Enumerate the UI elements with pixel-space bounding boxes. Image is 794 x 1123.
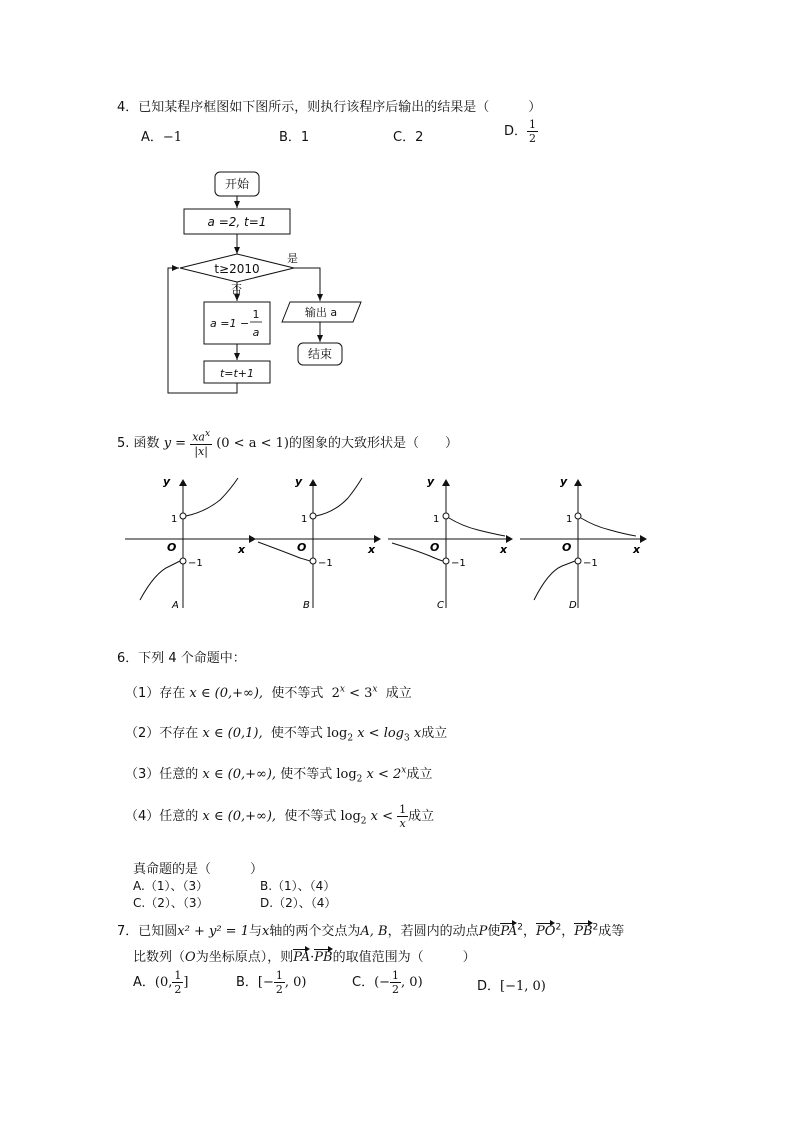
- svg-text:O: O: [562, 541, 572, 554]
- q7-stem-line1: 7．已知圆x² + y² = 1与x轴的两个交点为A, B，若圆内的动点P使$PA^2$，$PO^2$，$PB^2$成等: [117, 922, 625, 939]
- q6-option-a[interactable]: A.（1）、（3）: [133, 879, 209, 893]
- flow-condition-text: t≥2010: [214, 262, 260, 276]
- q4-option-a[interactable]: A．−1: [141, 130, 183, 145]
- q7-option-d[interactable]: D．[−1, 0): [477, 979, 546, 994]
- q6-proposition-2: （2）不存在 x ∈ (0,1), 使不等式 $\log_2 x < \log_3 x$成立: [125, 726, 448, 744]
- svg-text:−1: −1: [188, 558, 203, 569]
- q7-option-b[interactable]: B．[− $\frac{1}{2}$ , 0): [236, 969, 307, 996]
- flow-init-text: a =2, t=1: [207, 215, 267, 229]
- q5-stem: 5. 函数 y = $\frac{xa^x}{|x|}$ (0 < a < 1)的图象的大致形状是（ ）: [117, 429, 458, 458]
- svg-text:y: y: [560, 475, 568, 488]
- q4-flowchart: [0, 0, 794, 420]
- flow-assign-text: a =1 −: [210, 317, 250, 330]
- q4-option-c[interactable]: C．2: [393, 130, 424, 145]
- q6-proposition-1: （1）存在 x ∈ (0,+∞), 使不等式 2$^x$ < 3$^x$ 成立: [125, 684, 412, 701]
- svg-text:x: x: [238, 543, 246, 556]
- svg-text:O: O: [297, 541, 307, 554]
- svg-text:y: y: [295, 475, 303, 488]
- q5-graphs: [0, 460, 794, 620]
- svg-text:1: 1: [566, 514, 573, 525]
- svg-text:−1: −1: [318, 558, 333, 569]
- svg-text:−1: −1: [451, 558, 466, 569]
- flow-assign-den: a: [252, 326, 260, 339]
- svg-text:O: O: [430, 541, 440, 554]
- flow-no-label: 否: [231, 283, 242, 296]
- graph-a: [125, 475, 255, 611]
- q4-stem: 4．已知某程序框图如下图所示，则执行该程序后输出的结果是（ ）: [117, 100, 542, 115]
- svg-text:1: 1: [171, 514, 178, 525]
- q6-option-c[interactable]: C.（2）、（3）: [133, 896, 209, 910]
- q6-true-prompt: 真命题的是（ ）: [133, 862, 264, 877]
- graph-d-label: D: [569, 600, 577, 611]
- q6-proposition-4: （4）任意的 x ∈ (0,+∞), 使不等式 $\log_2 x$ < $\frac{1}{x}$ 成立: [125, 803, 435, 830]
- svg-text:x: x: [500, 543, 508, 556]
- q7-option-a[interactable]: A．(0, $\frac{1}{2}$ ]: [133, 969, 189, 996]
- q7-stem-line2: 比数列（O为坐标原点），则PA·PB的取值范围为（ ）: [133, 950, 476, 965]
- svg-text:x: x: [368, 543, 376, 556]
- svg-text:x: x: [633, 543, 641, 556]
- q6-option-b[interactable]: B.（1）、（4）: [260, 879, 336, 893]
- graph-c-label: C: [437, 600, 444, 611]
- flow-yes-line: [294, 268, 320, 301]
- q7-option-c[interactable]: C．(− $\frac{1}{2}$ , 0): [352, 969, 423, 996]
- flow-output-text: 输出 a: [304, 306, 338, 319]
- graph-a-label: A: [172, 600, 179, 611]
- q6-option-d[interactable]: D.（2）、（4）: [260, 896, 337, 910]
- svg-text:1: 1: [433, 514, 440, 525]
- graph-b: [255, 475, 380, 611]
- flow-yes-label: 是: [287, 252, 298, 265]
- flow-increment-text: t=t+1: [219, 367, 255, 380]
- q4-option-d[interactable]: D． $\frac{1}{2}$: [504, 118, 537, 145]
- graph-c: [388, 475, 512, 611]
- flow-assign-num: 1: [252, 308, 260, 321]
- q6-stem: 6．下列 4 个命题中：: [117, 651, 246, 666]
- svg-text:−1: −1: [583, 558, 598, 569]
- svg-text:y: y: [427, 475, 435, 488]
- flow-start-text: 开始: [224, 177, 250, 191]
- q6-proposition-3: （3）任意的 x ∈ (0,+∞), 使不等式 $\log_2 x < 2^x$成立: [125, 765, 433, 785]
- graph-b-label: B: [303, 600, 310, 611]
- q4-option-b[interactable]: B．1: [279, 130, 310, 145]
- flow-end-text: 结束: [307, 347, 333, 361]
- svg-text:O: O: [167, 541, 177, 554]
- svg-text:y: y: [163, 475, 171, 488]
- graph-d: [520, 475, 646, 611]
- svg-text:1: 1: [301, 514, 308, 525]
